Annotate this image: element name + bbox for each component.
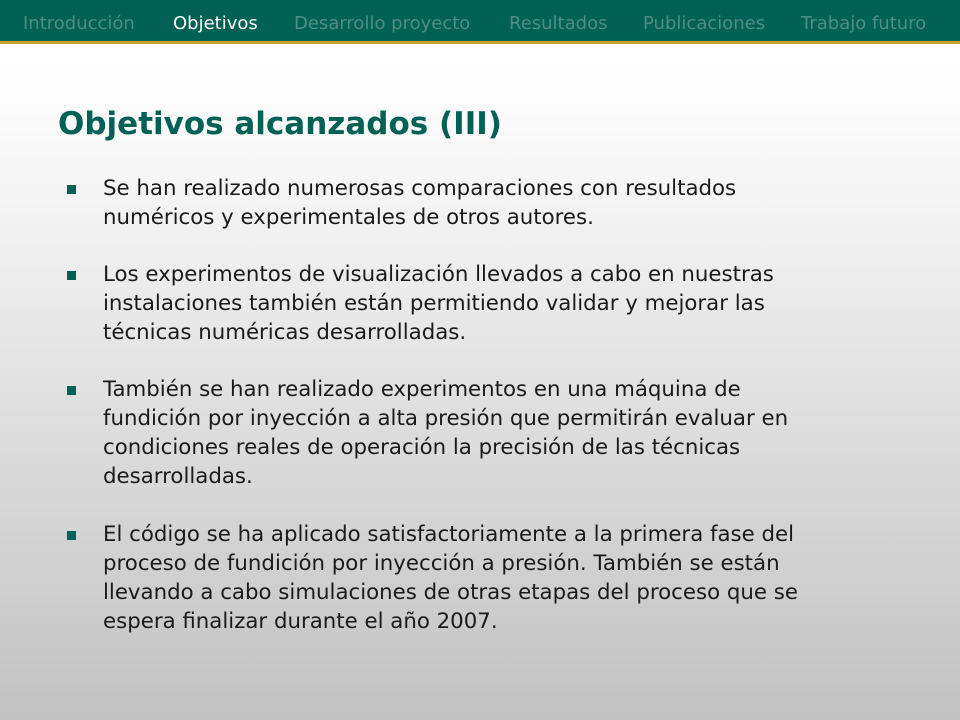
tab-trabajo-futuro[interactable]: Trabajo futuro	[801, 13, 927, 34]
bullet-text	[103, 375, 893, 491]
square-bullet-icon	[67, 386, 76, 395]
square-bullet-icon	[67, 271, 76, 280]
bullet-line: técnicas numéricas desarrolladas.	[103, 320, 467, 345]
section-tabs	[0, 0, 960, 41]
bullet-line: El código se ha aplicado satisfactoriamente a la primera fase del	[103, 522, 795, 547]
bullet-text	[103, 260, 893, 347]
bullet-line: espera finalizar durante el año 2007.	[103, 609, 498, 634]
tab-introduccion[interactable]: Introducción	[23, 13, 135, 34]
bullet-text	[103, 520, 893, 636]
square-bullet-icon	[67, 531, 76, 540]
tab-resultados[interactable]: Resultados	[509, 13, 608, 34]
top-navigation-bar	[0, 0, 960, 44]
bullet-line: llevando a cabo simulaciones de otras etapas del proceso que se	[103, 580, 798, 605]
square-bullet-icon	[67, 185, 76, 194]
bullet-line: proceso de fundición por inyección a presión. También se están	[103, 551, 780, 576]
bullet-line: fundición por inyección a alta presión que permitirán evaluar en	[103, 406, 789, 431]
slide-title: Objetivos alcanzados (III)	[58, 106, 502, 142]
bullet-text	[103, 174, 893, 232]
bullet-line: numéricos y experimentales de otros autores.	[103, 205, 594, 230]
header-divider	[0, 41, 960, 44]
tab-objetivos[interactable]: Objetivos	[173, 13, 258, 34]
bullet-line: Los experimentos de visualización llevados a cabo en nuestras	[103, 262, 774, 287]
bullet-line: desarrolladas.	[103, 464, 253, 489]
bullet-line: condiciones reales de operación la precisión de las técnicas	[103, 435, 741, 460]
bullet-line: Se han realizado numerosas comparaciones con resultados	[103, 176, 737, 201]
bullet-line: instalaciones también están permitiendo validar y mejorar las	[103, 291, 765, 316]
bullet-line: También se han realizado experimentos en una máquina de	[103, 377, 741, 402]
tab-publicaciones[interactable]: Publicaciones	[643, 13, 766, 34]
tab-desarrollo-proyecto[interactable]: Desarrollo proyecto	[294, 13, 471, 34]
